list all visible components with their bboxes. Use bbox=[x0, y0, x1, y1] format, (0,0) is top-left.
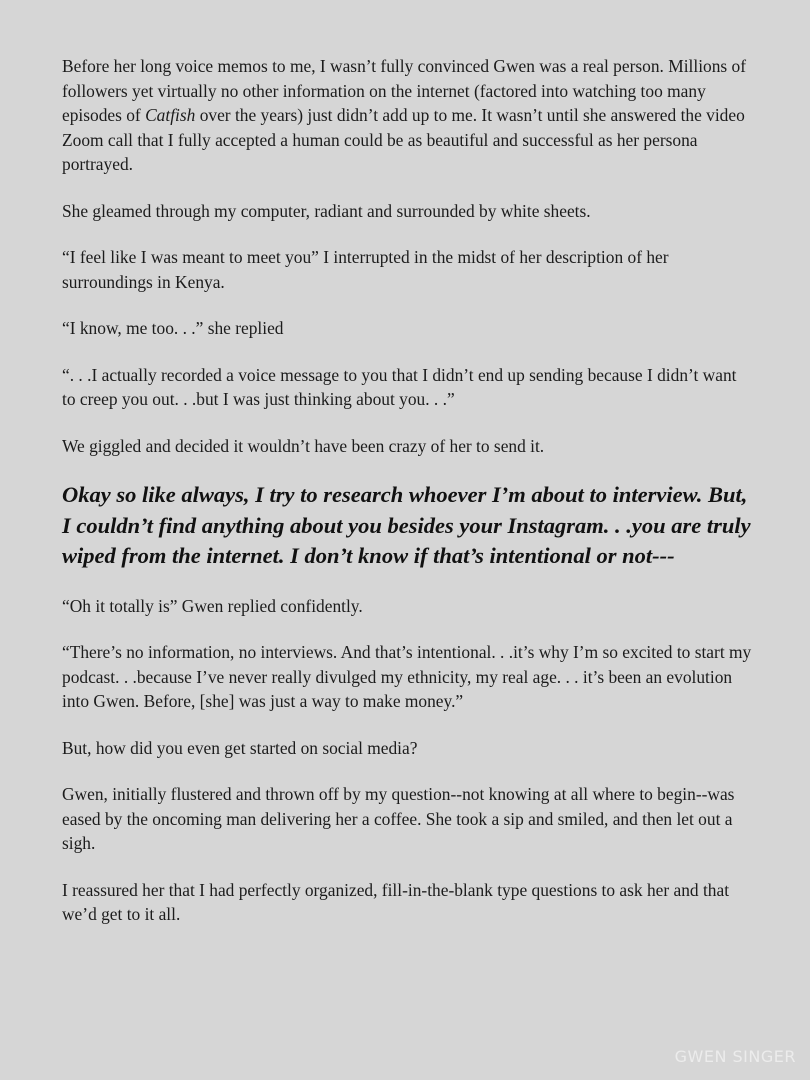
paragraph-me-too: “I know, me too. . .” she replied bbox=[62, 318, 284, 338]
paragraph-social-media-question: But, how did you even get started on social media? bbox=[62, 737, 418, 758]
catfish-title: Catfish bbox=[145, 105, 196, 125]
paragraph-voice-message: “. . .I actually recorded a voice message to you that I didn’t end up sending because I didn’t want to creep you out. . .but I was just thinking about you. . .” bbox=[62, 364, 737, 409]
paragraph-meant-to-meet: “I feel like I was meant to meet you” I interrupted in the midst of her description of her surroundings in Kenya. bbox=[62, 247, 669, 292]
paragraph-flustered: Gwen, initially flustered and thrown off by my question--not knowing at all where to begin--was eased by the oncoming man delivering her a coffee. She took a sip and smiled, and then let out a sigh. bbox=[62, 784, 735, 853]
paragraph-giggled: We giggled and decided it wouldn’t have been crazy of her to send it. bbox=[62, 435, 545, 456]
intro-text-start: Before her long voice memos to me, I wasn’t fully convinced Gwen was a real person. Millions of followers yet virtually no other information on the internet (factored into watching too many episodes of bbox=[62, 56, 747, 125]
paragraph-no-information: “There’s no information, no interviews. And that’s intentional. . .it’s why I’m so excited to start my podcast. . .because I’ve never really divulged my ethnicity, my real age. . . it’s been an evolution into Gwen. Before, [she] was just a way to make money.” bbox=[62, 642, 752, 711]
paragraph-gleamed: She gleamed through my computer, radiant and surrounded by white sheets. bbox=[62, 200, 591, 221]
article-body bbox=[62, 54, 752, 949]
paragraph-intro bbox=[62, 54, 752, 177]
interview-question: Okay so like always, I try to research whoever I’m about to interview. But, I couldn’t find anything about you besides your Instagram. . .you are truly wiped from the internet. I don’t know if that’s intentional or not--- bbox=[62, 482, 751, 568]
paragraph-totally-is: “Oh it totally is” Gwen replied confidently. bbox=[62, 595, 363, 616]
watermark: GWEN SINGER bbox=[674, 1047, 796, 1066]
paragraph-reassured: I reassured her that I had perfectly organized, fill-in-the-blank type questions to ask her and that we’d get to it all. bbox=[62, 879, 730, 924]
intro-text-end: over the years) just didn’t add up to me. It wasn’t until she answered the video Zoom call that I fully accepted a human could be as beautiful and successful as her persona portrayed. bbox=[62, 105, 745, 174]
